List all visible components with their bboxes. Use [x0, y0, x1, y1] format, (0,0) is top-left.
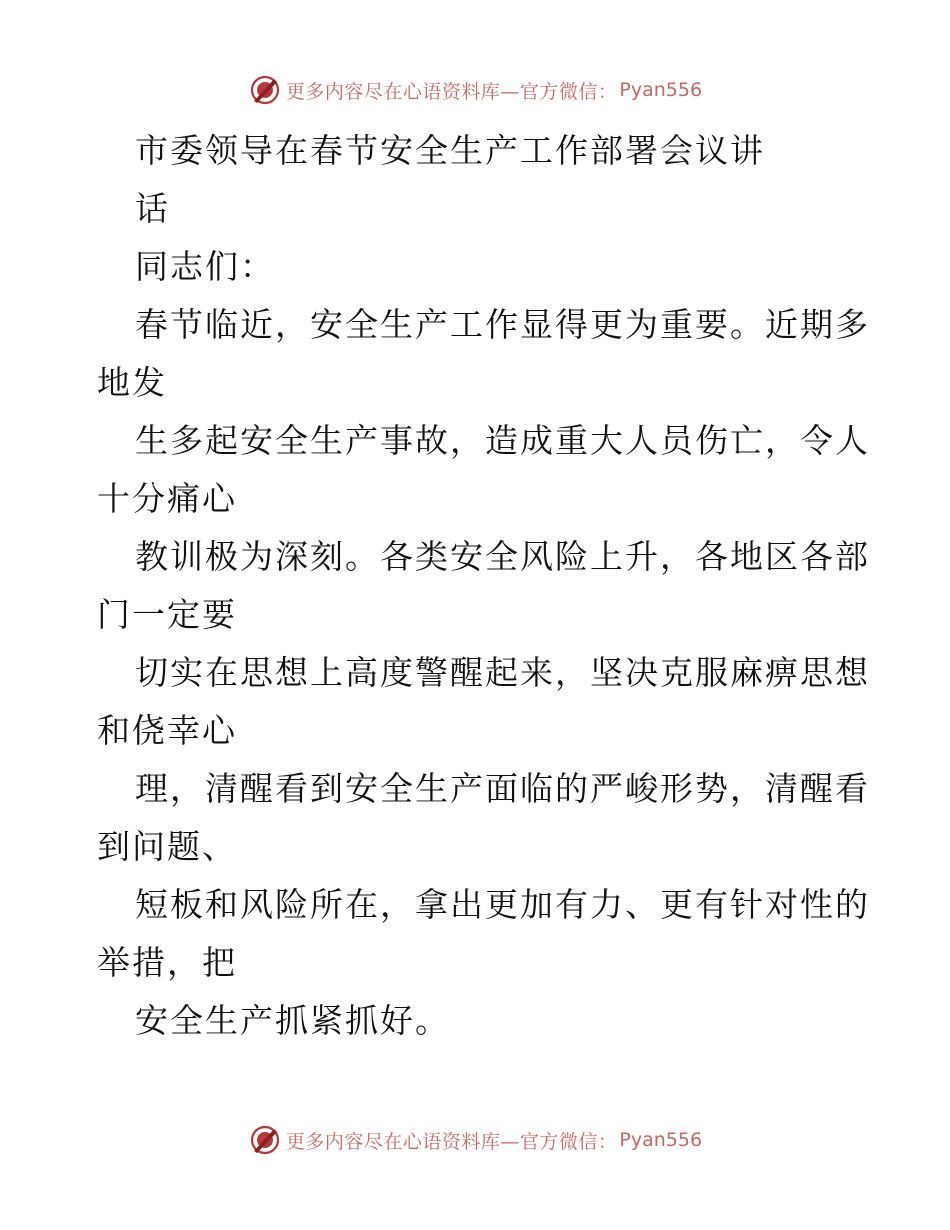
- paragraph-line: 到问题、: [97, 827, 237, 866]
- paragraph-line: 地发: [97, 363, 167, 402]
- document-body: [97, 122, 870, 1050]
- document-title-line-2: 话: [135, 189, 170, 228]
- watermark-text: 更多内容尽在心语资料库—官方微信：: [285, 80, 618, 103]
- paragraph-line: 春节临近，安全生产工作显得更为重要。近期多: [135, 305, 870, 344]
- document-title-line-1: 市委领导在春节安全生产工作部署会议讲: [135, 131, 765, 170]
- salutation: 同志们：: [135, 247, 275, 286]
- watermark-text: 更多内容尽在心语资料库—官方微信：: [285, 1130, 618, 1153]
- paragraph-line: 门一定要: [97, 595, 237, 634]
- footer-watermark: [0, 1122, 950, 1158]
- watermark-wechat-id: Pyan556: [619, 79, 703, 101]
- paragraph-line: 短板和风险所在，拿出更加有力、更有针对性的: [135, 885, 870, 924]
- paragraph-line: 理，清醒看到安全生产面临的严峻形势，清醒看: [135, 769, 870, 808]
- paragraph-line: 十分痛心: [97, 479, 237, 518]
- paragraph-line: 举措，把: [97, 943, 237, 982]
- paragraph-line: 和侥幸心: [97, 711, 237, 750]
- quill-pen-logo-icon: [248, 73, 282, 107]
- header-watermark: [0, 72, 950, 108]
- paragraph-line: 切实在思想上高度警醒起来，坚决克服麻痹思想: [135, 653, 870, 692]
- paragraph-line: 安全生产抓紧抓好。: [135, 1001, 450, 1040]
- paragraph-line: 生多起安全生产事故，造成重大人员伤亡，令人: [135, 421, 870, 460]
- quill-pen-logo-icon: [248, 1123, 282, 1157]
- paragraph-line: 教训极为深刻。各类安全风险上升，各地区各部: [135, 537, 870, 576]
- watermark-wechat-id: Pyan556: [619, 1129, 703, 1151]
